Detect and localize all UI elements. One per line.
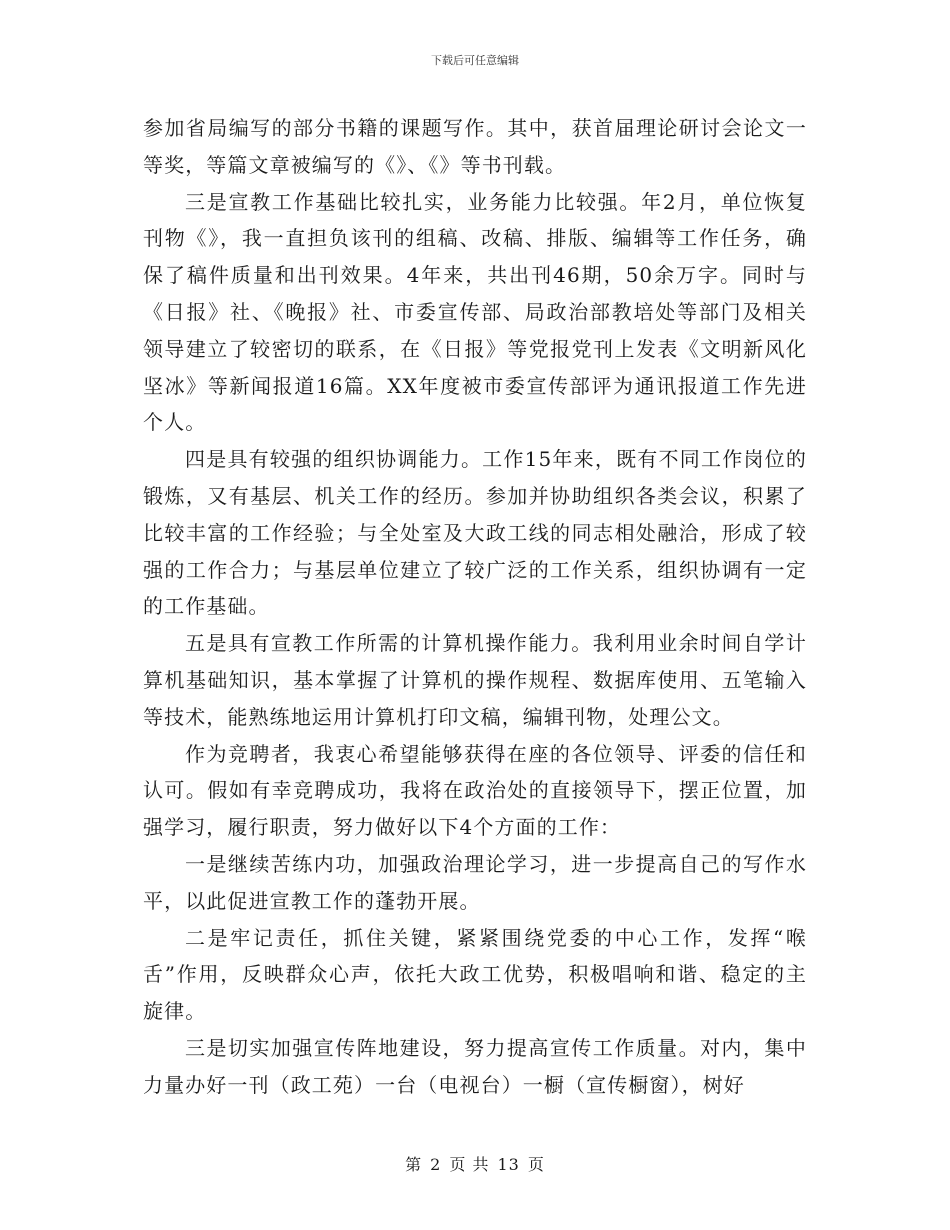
page-footer bbox=[0, 1155, 950, 1175]
paragraph-5-computer-skills: 五是具有宣教工作所需的计算机操作能力。我利用业余时间自学计算机基础知识，基本掌握了计算机的操作规程、数据库使用、五笔输入等技术，能熟练地运用计算机打印文稿，编辑刊物，处理公文。 bbox=[143, 631, 807, 729]
page-number: 2 bbox=[430, 1155, 442, 1174]
paragraph-plan-2: 二是牢记责任，抓住关键，紧紧围绕党委的中心工作，发挥“喉舌”作用，反映群众心声，依托大政工优势，积极唱响和谐、稳定的主旋律。 bbox=[143, 925, 807, 1024]
paragraph-3-publicity-work: 三是宣教工作基础比较扎实，业务能力比较强。年2月，单位恢复刊物《》，我一直担负该刊的组稿、改稿、排版、编辑等工作任务，确保了稿件质量和出刊效果。4年来，共出刊46期，50余万字。同时与《日报》社、《晚报》社、市委宣传部、局政治部教培处等部门及相关领导建立了较密切的联系，在《日报》等党报党刊上发表《文明新风化坚冰》等新闻报道16篇。XX年度被市委宣传部评为通讯报道工作先进个人。 bbox=[143, 189, 807, 435]
document-body bbox=[143, 110, 807, 1104]
paragraph-4-coordination: 四是具有较强的组织协调能力。工作15年来，既有不同工作岗位的锻炼，又有基层、机关工作的经历。参加并协助组织各类会议，积累了比较丰富的工作经验；与全处室及大政工线的同志相处融洽，形成了较强的工作合力；与基层单位建立了较广泛的工作关系，组织协调有一定的工作基础。 bbox=[143, 447, 807, 619]
total-pages: 13 bbox=[497, 1155, 520, 1174]
paragraph-candidate-statement: 作为竞聘者，我衷心希望能够获得在座的各位领导、评委的信任和认可。假如有幸竞聘成功，我将在政治处的直接领导下，摆正位置，加强学习，履行职责，努力做好以下4个方面的工作： bbox=[143, 741, 807, 840]
footer-suffix: 页 bbox=[527, 1155, 545, 1174]
paragraph-plan-3: 三是切实加强宣传阵地建设，努力提高宣传工作质量。对内，集中力量办好一刊（政工苑）一台（电视台）一橱（宣传橱窗），树好 bbox=[143, 1035, 807, 1097]
paragraph-continued: 参加省局编写的部分书籍的课题写作。其中，获首届理论研讨会论文一等奖，等篇文章被编写的《》、《》等书刊载。 bbox=[143, 116, 807, 177]
paragraph-plan-1: 一是继续苦练内功，加强政治理论学习，进一步提高自己的写作水平，以此促进宣教工作的蓬勃开展。 bbox=[143, 851, 807, 913]
footer-prefix: 第 bbox=[405, 1155, 423, 1174]
page-header: 下载后可任意编辑 bbox=[431, 54, 519, 67]
footer-middle: 页 共 bbox=[449, 1155, 490, 1174]
